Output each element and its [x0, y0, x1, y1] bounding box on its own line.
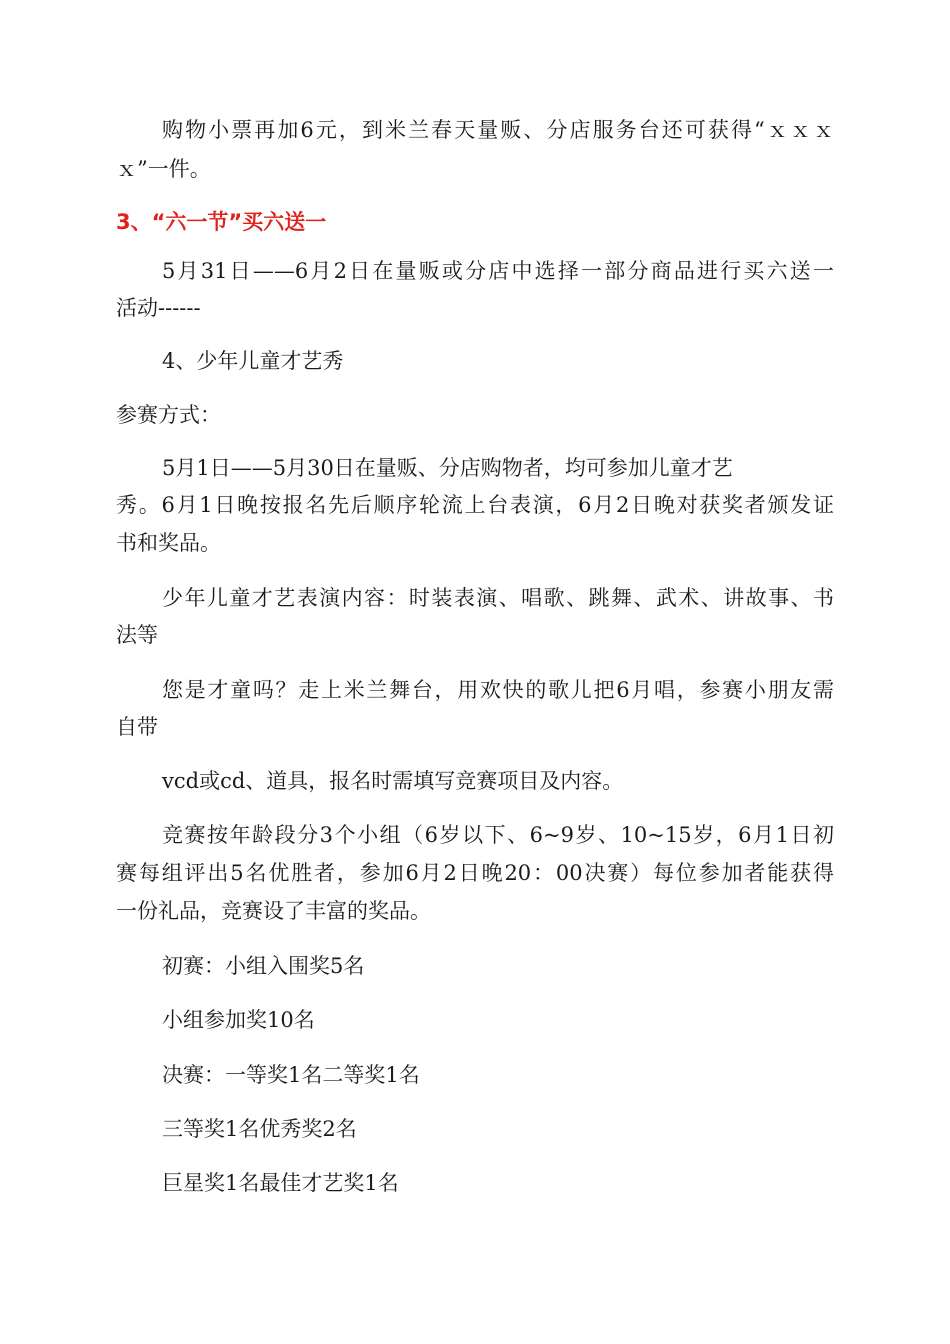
paragraph-line: 赛每组评出5名优胜者，参加6月2日晚20：00决赛）每位参加者能获得 — [116, 861, 834, 885]
paragraph-line: 您是才童吗？走上米兰舞台，用欢快的歌儿把6月唱，参赛小朋友需 — [162, 678, 834, 702]
paragraph-line: 秀。6月1日晚按报名先后顺序轮流上台表演，6月2日晚对获奖者颁发证 — [116, 493, 834, 517]
section-heading-4: 4、少年儿童才艺秀 — [162, 349, 344, 373]
paragraph-line: 书和奖品。 — [116, 531, 221, 555]
prize-line: 初赛：小组入围奖5名 — [162, 954, 365, 978]
paragraph-line: 竞赛按年龄段分3个小组（6岁以下、6~9岁、10~15岁，6月1日初 — [162, 823, 834, 847]
prize-line: 决赛：一等奖1名二等奖1名 — [162, 1063, 420, 1087]
paragraph-line: 少年儿童才艺表演内容：时装表演、唱歌、跳舞、武术、讲故事、书 — [162, 586, 834, 610]
prize-line: 巨星奖1名最佳才艺奖1名 — [162, 1171, 399, 1195]
section-heading-3: 3、“六一节”买六送一 — [116, 210, 327, 234]
paragraph-line: 参赛方式： — [116, 403, 221, 427]
prize-line: 小组参加奖10名 — [162, 1008, 315, 1032]
paragraph-line: 购物小票再加6元，到米兰春天量贩、分店服务台还可获得“ｘｘｘ — [162, 118, 834, 142]
prize-line: 三等奖1名优秀奖2名 — [162, 1117, 357, 1141]
paragraph-line: 活动------ — [116, 296, 201, 320]
paragraph-line: 5月1日——5月30日在量贩、分店购物者，均可参加儿童才艺 — [162, 456, 733, 480]
paragraph-line: vcd或cd、道具，报名时需填写竞赛项目及内容。 — [162, 769, 624, 793]
paragraph-line: 5月31日——6月2日在量贩或分店中选择一部分商品进行买六送一 — [162, 259, 834, 283]
paragraph-line: ｘ”一件。 — [116, 157, 211, 181]
paragraph-line: 法等 — [116, 623, 158, 647]
paragraph-line: 一份礼品，竞赛设了丰富的奖品。 — [116, 899, 431, 923]
paragraph-line: 自带 — [116, 715, 158, 739]
